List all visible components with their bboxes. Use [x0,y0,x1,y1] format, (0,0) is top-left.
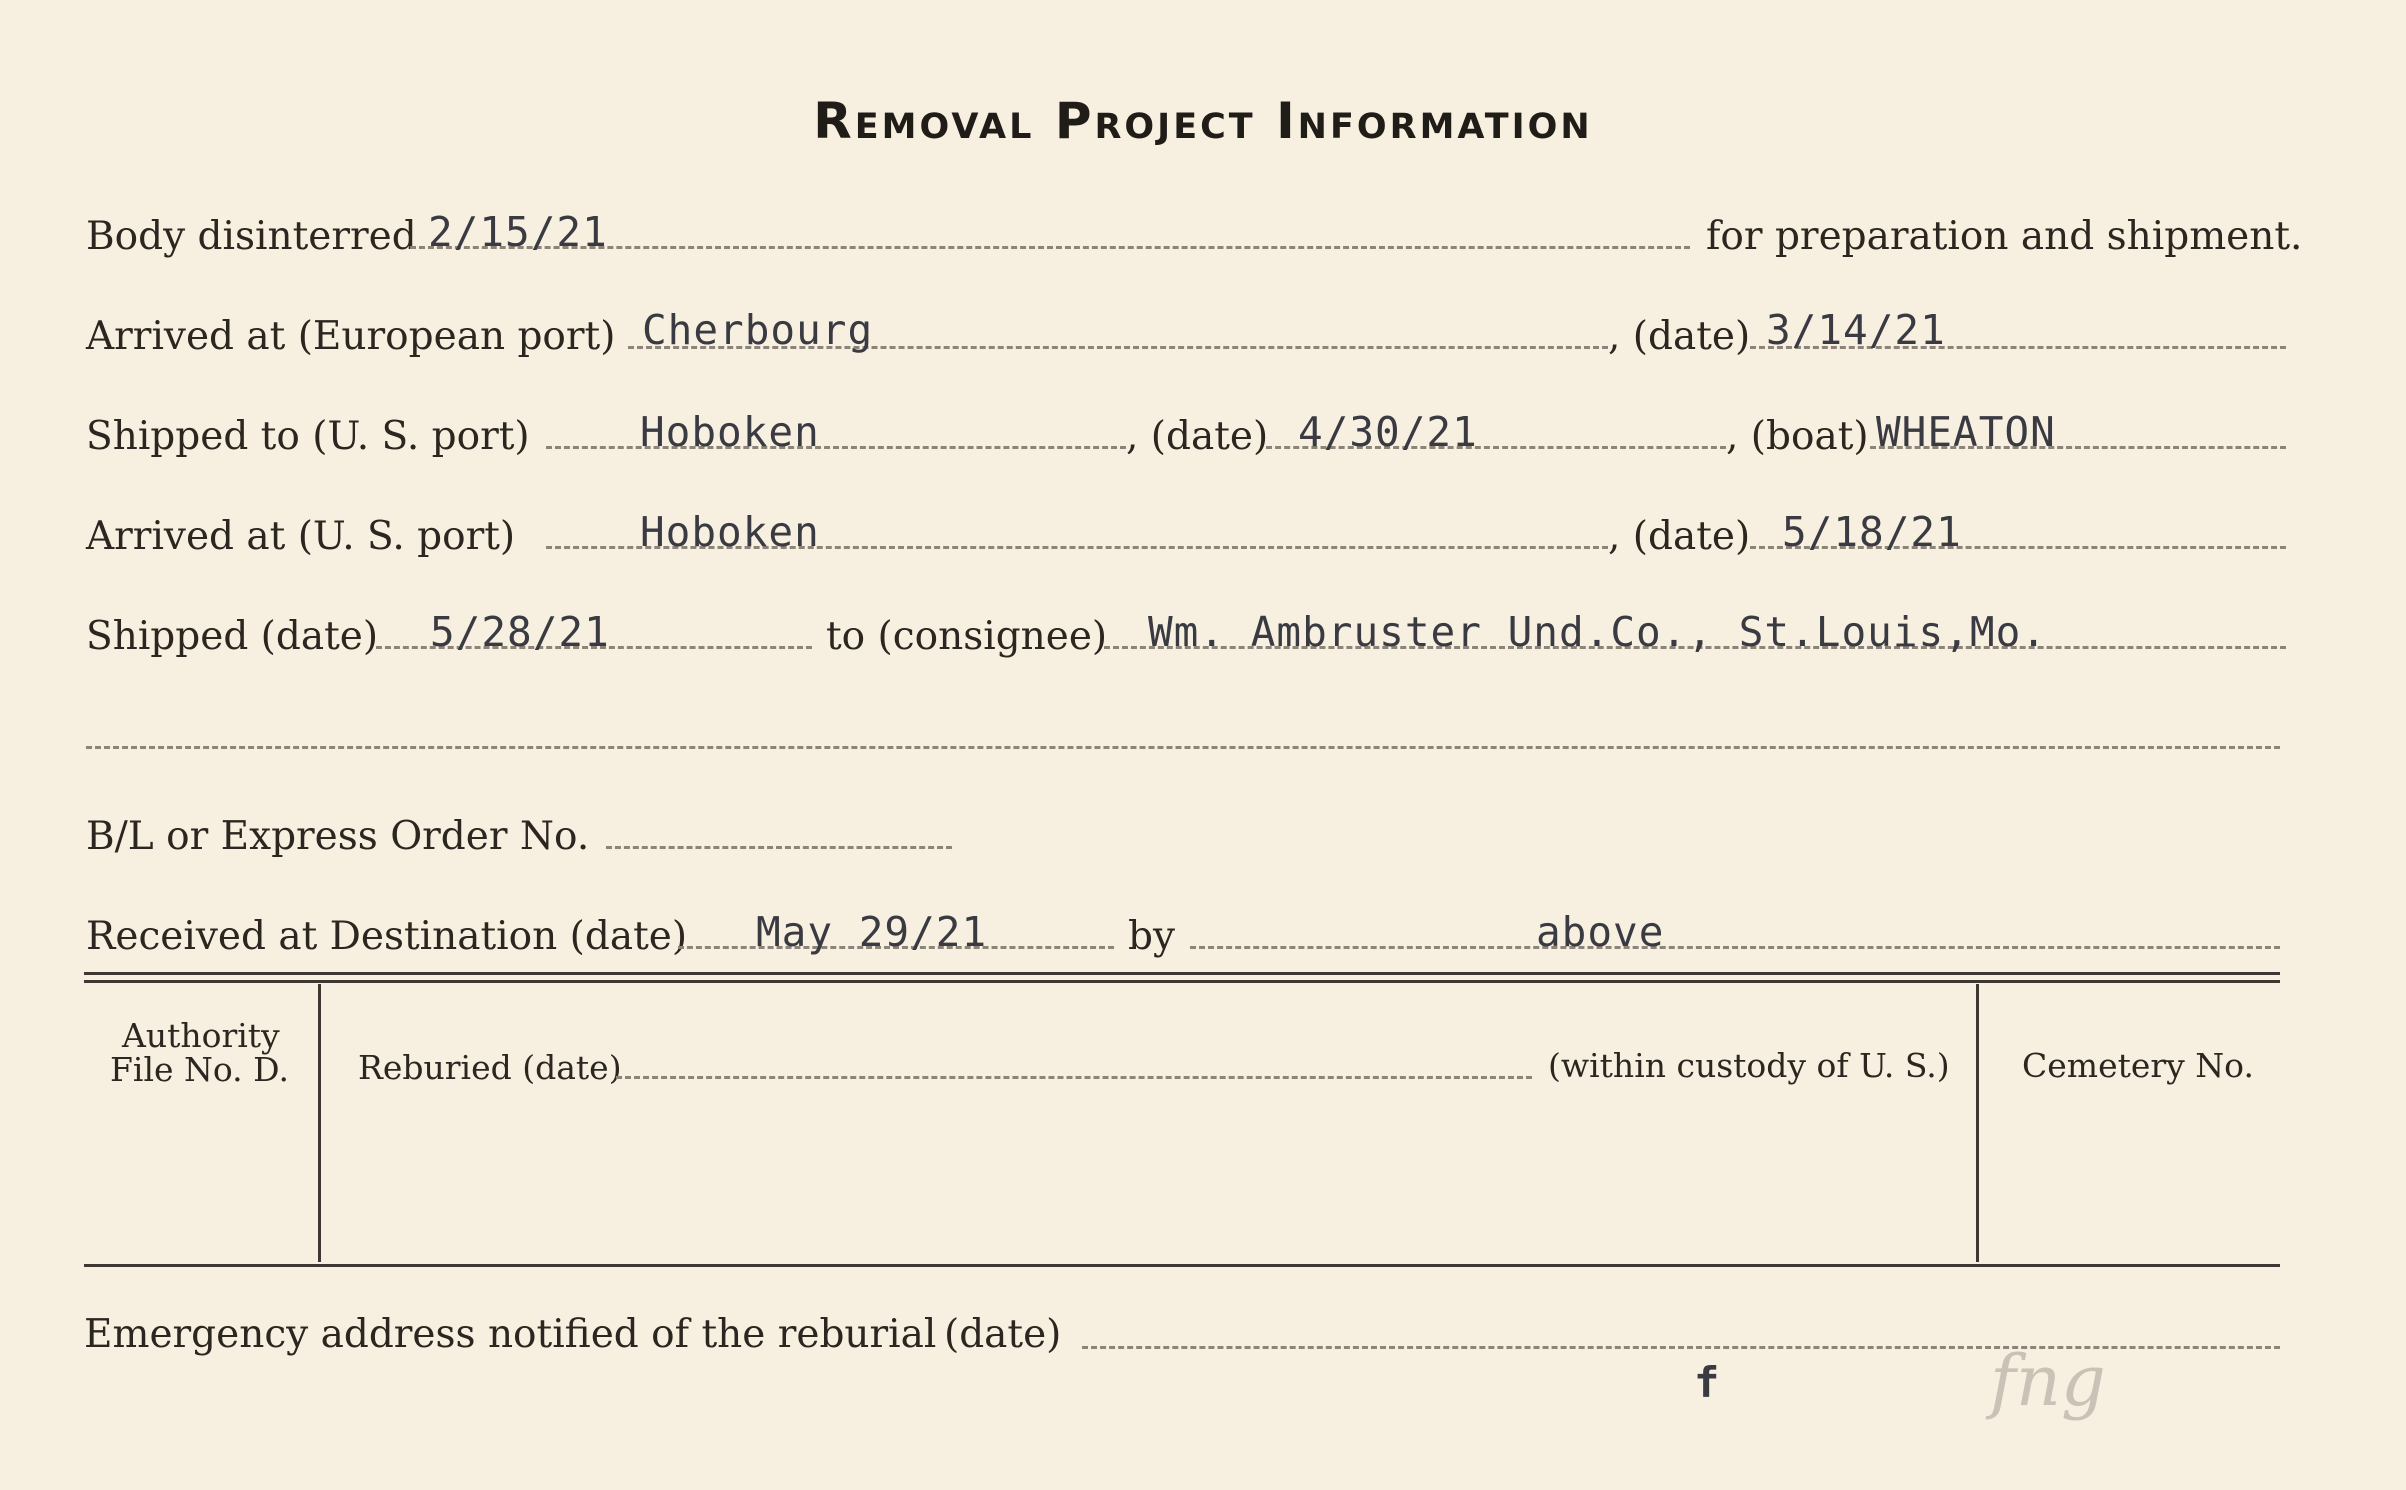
received-date: May 29/21 [756,908,988,956]
blank-continuation-rule [86,746,2280,749]
table-top-rule-1 [84,972,2280,975]
reburied-label: Reburied (date) [358,1048,622,1087]
emergency-date-label: (date) [944,1312,1062,1357]
shipped-to-us-port-rule [546,446,1126,449]
boat-label: , (boat) [1726,414,1869,459]
boat-value: WHEATON [1876,408,2056,456]
arrived-us-port-label: Arrived at (U. S. port) [86,514,516,559]
authority-label-line2: File No. D. [110,1050,289,1089]
european-port-date-label: , (date) [1608,314,1751,359]
table-bottom-rule [84,1264,2280,1267]
body-disinterred-label: Body disinterred [86,214,417,259]
consignee-value: Wm. Ambruster Und.Co., St.Louis,Mo. [1148,608,2047,656]
table-divider-left [318,984,321,1262]
arrived-us-date: 5/18/21 [1782,508,1962,556]
european-port-label: Arrived at (European port) [86,314,616,359]
emergency-address-label: Emergency address notified of the reburial [84,1312,937,1357]
arrived-us-port-value: Hoboken [640,508,820,556]
authority-label-line1: Authority [122,1016,280,1055]
shipped-date-value: 5/28/21 [430,608,610,656]
consignee-label: to (consignee) [826,614,1108,659]
received-by-label: by [1128,914,1175,959]
body-disinterred-date: 2/15/21 [428,208,608,256]
typed-f-mark: f [1694,1358,1720,1407]
table-top-rule-2 [84,980,2280,983]
bl-order-rule [606,846,952,849]
shipped-label: Shipped (date) [86,614,379,659]
received-by-value: above [1536,908,1665,956]
received-label: Received at Destination (date) [86,914,688,959]
table-divider-right [1976,984,1979,1262]
received-by-rule [1190,946,2280,949]
shipped-date: 4/30/21 [1298,408,1478,456]
shipped-date-label: , (date) [1126,414,1269,459]
bl-order-label: B/L or Express Order No. [86,814,590,859]
european-port-value: Cherbourg [642,306,874,354]
body-disinterred-suffix: for preparation and shipment. [1706,214,2303,259]
shipped-to-us-port-value: Hoboken [640,408,820,456]
custody-label: (within custody of U. S.) [1548,1046,1950,1085]
cemetery-label: Cemetery No. [2022,1046,2254,1085]
reburied-rule [616,1076,1532,1079]
european-port-date: 3/14/21 [1766,306,1946,354]
arrived-us-date-label: , (date) [1608,514,1751,559]
shipped-to-us-port-label: Shipped to (U. S. port) [86,414,530,459]
card-title: Removal Project Information [813,92,1593,150]
handwritten-initials: fng [1990,1340,2106,1422]
